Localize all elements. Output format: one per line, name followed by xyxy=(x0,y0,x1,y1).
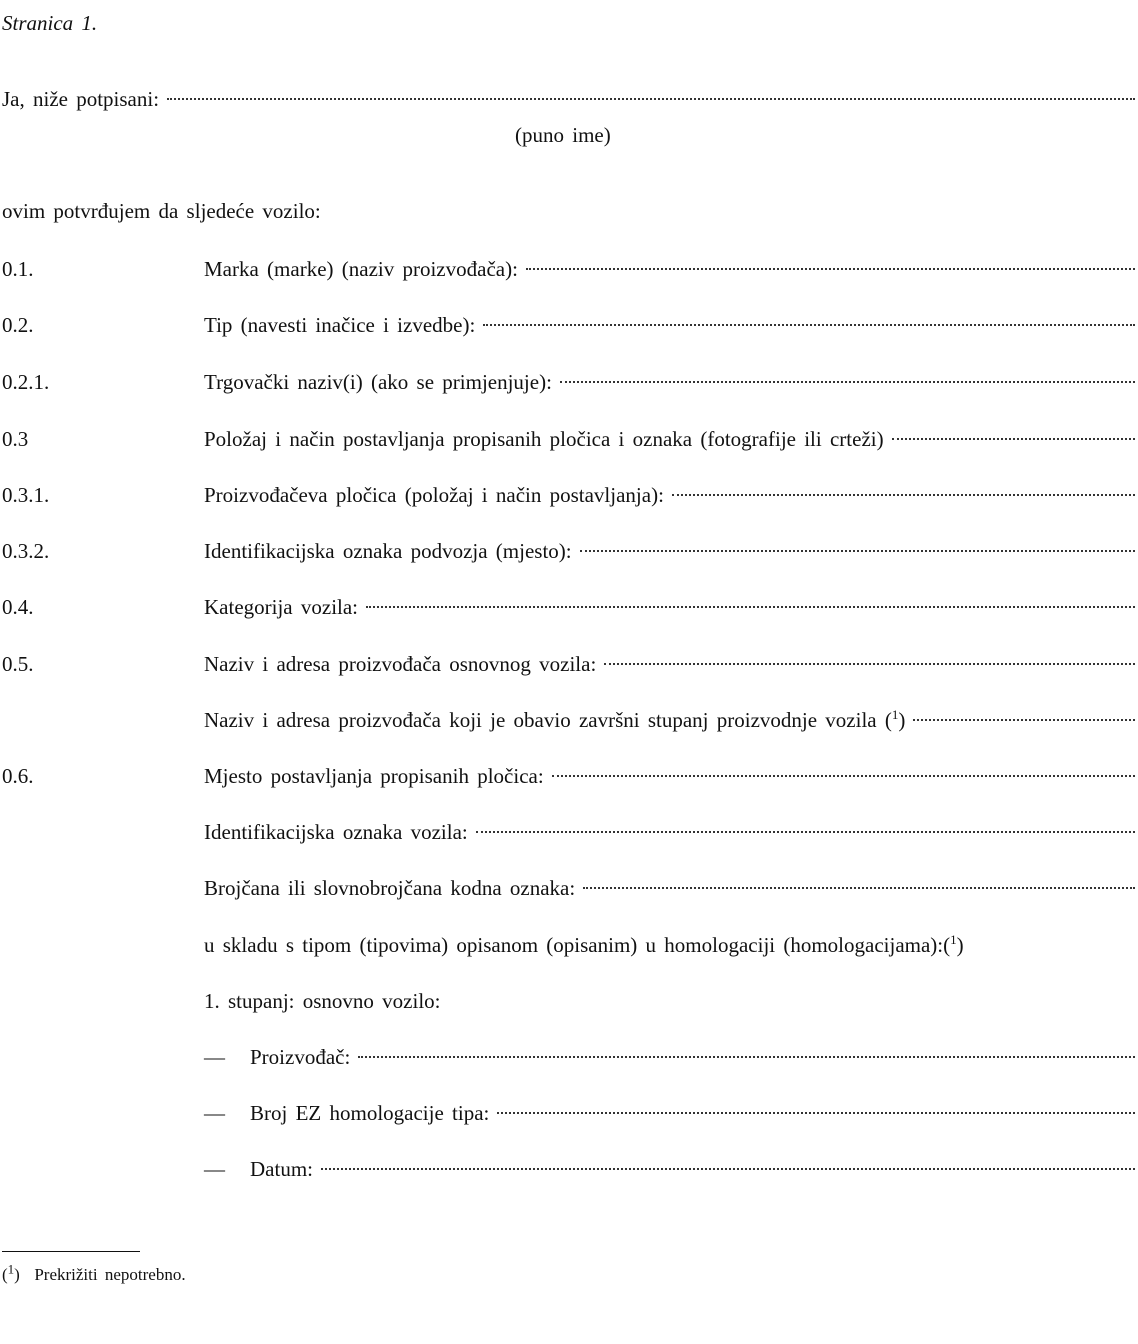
footnote-text: Prekrižiti nepotrebno. xyxy=(34,1265,186,1284)
field-label: Položaj i način postavljanja propisanih pločica i oznaka (fotografije ili crteži) xyxy=(204,427,884,451)
field-label: Marka (marke) (naziv proizvođača): xyxy=(204,257,518,281)
field-manufacturer-plate xyxy=(204,480,1135,510)
intro-text xyxy=(2,196,321,226)
conformity-statement xyxy=(204,930,964,960)
field-final-stage-manufacturer xyxy=(204,705,1135,735)
stage-item-approval-number xyxy=(204,1098,1135,1128)
intro-text-content: ovim potvrđujem da sljedeće vozilo: xyxy=(2,199,321,223)
field-vehicle-category xyxy=(204,592,1135,622)
field-label: Mjesto postavljanja propisanih pločica: xyxy=(204,764,544,788)
signatory-label: Ja, niže potpisani: xyxy=(2,87,160,111)
field-label: Identifikacijska oznaka podvozja (mjesto): xyxy=(204,539,572,563)
dash-bullet: — xyxy=(204,1045,225,1069)
signatory-name-blank[interactable] xyxy=(167,98,1135,100)
field-number: 0.2.1. xyxy=(2,370,50,394)
stage-item-blank[interactable] xyxy=(497,1112,1135,1114)
field-chassis-id xyxy=(204,536,1135,566)
signatory-caption-text: (puno ime) xyxy=(515,123,611,147)
field-number: 0.1. xyxy=(2,257,34,281)
footnote-marker: 1 xyxy=(7,1261,15,1277)
field-make xyxy=(204,254,1135,284)
field-type xyxy=(204,310,1135,340)
stage-item-manufacturer xyxy=(204,1042,1135,1072)
field-number: 0.5. xyxy=(2,652,34,676)
field-blank[interactable] xyxy=(552,775,1135,777)
page-label-text: Stranica 1. xyxy=(2,11,98,35)
field-blank[interactable] xyxy=(583,887,1135,889)
stage-title-text: 1. stupanj: osnovno vozilo: xyxy=(204,989,441,1013)
field-label: Tip (navesti inačice i izvedbe): xyxy=(204,313,476,337)
field-blank[interactable] xyxy=(604,663,1135,665)
field-base-manufacturer xyxy=(204,649,1135,679)
stage-item-blank[interactable] xyxy=(321,1168,1135,1170)
field-number: 0.2. xyxy=(2,313,34,337)
stage-item-date xyxy=(204,1154,1135,1184)
dash-bullet: — xyxy=(204,1157,225,1181)
field-blank[interactable] xyxy=(913,719,1135,721)
footnote: ($^1$) Prekrižiti nepotrebno. xyxy=(2,1261,186,1284)
footnote-ref: 1 xyxy=(891,707,899,722)
field-blank[interactable] xyxy=(892,438,1135,440)
field-blank[interactable] xyxy=(483,324,1135,326)
field-number: 0.3.2. xyxy=(2,539,50,563)
field-label: Naziv i adresa proizvođača osnovnog vozila: xyxy=(204,652,597,676)
field-trade-name xyxy=(204,367,1135,397)
stage-item-blank[interactable] xyxy=(358,1056,1135,1058)
field-label: Kategorija vozila: xyxy=(204,595,359,619)
footnote-ref: 1 xyxy=(950,932,957,947)
field-label: Naziv i adresa proizvođača koji je obavio završni stupanj proizvodnje vozila ($^1$) xyxy=(204,707,906,732)
conformity-text: u skladu s tipom (tipovima) opisanom (opisanim) u homologaciji (homologacijama):($^1$) xyxy=(204,932,964,957)
field-code xyxy=(204,873,1135,903)
field-blank[interactable] xyxy=(476,831,1135,833)
footnote-rule xyxy=(2,1251,140,1252)
stage-title xyxy=(204,986,441,1016)
page-label xyxy=(2,8,97,38)
dash-bullet: — xyxy=(204,1101,225,1125)
stage-item-label: Broj EZ homologacije tipa: xyxy=(250,1101,490,1125)
field-number: 0.4. xyxy=(2,595,34,619)
field-blank[interactable] xyxy=(560,381,1135,383)
signatory-caption xyxy=(515,120,611,150)
field-number: 0.3.1. xyxy=(2,483,50,507)
field-vehicle-id xyxy=(204,817,1135,847)
field-blank[interactable] xyxy=(526,268,1135,270)
field-blank[interactable] xyxy=(672,494,1135,496)
field-label: Proizvođačeva pločica (položaj i način postavljanja): xyxy=(204,483,664,507)
field-label: Trgovački naziv(i) (ako se primjenjuje): xyxy=(204,370,552,394)
field-label: Brojčana ili slovnobrojčana kodna oznaka: xyxy=(204,876,576,900)
stage-item-label: Proizvođač: xyxy=(250,1045,351,1069)
field-number: 0.3 xyxy=(2,427,29,451)
signatory-line xyxy=(2,84,1135,114)
field-plates-location xyxy=(204,761,1135,791)
field-blank[interactable] xyxy=(580,550,1135,552)
field-number: 0.6. xyxy=(2,764,34,788)
field-blank[interactable] xyxy=(366,606,1135,608)
stage-item-label: Datum: xyxy=(250,1157,313,1181)
field-label: Identifikacijska oznaka vozila: xyxy=(204,820,468,844)
field-plates-position xyxy=(204,424,1135,454)
